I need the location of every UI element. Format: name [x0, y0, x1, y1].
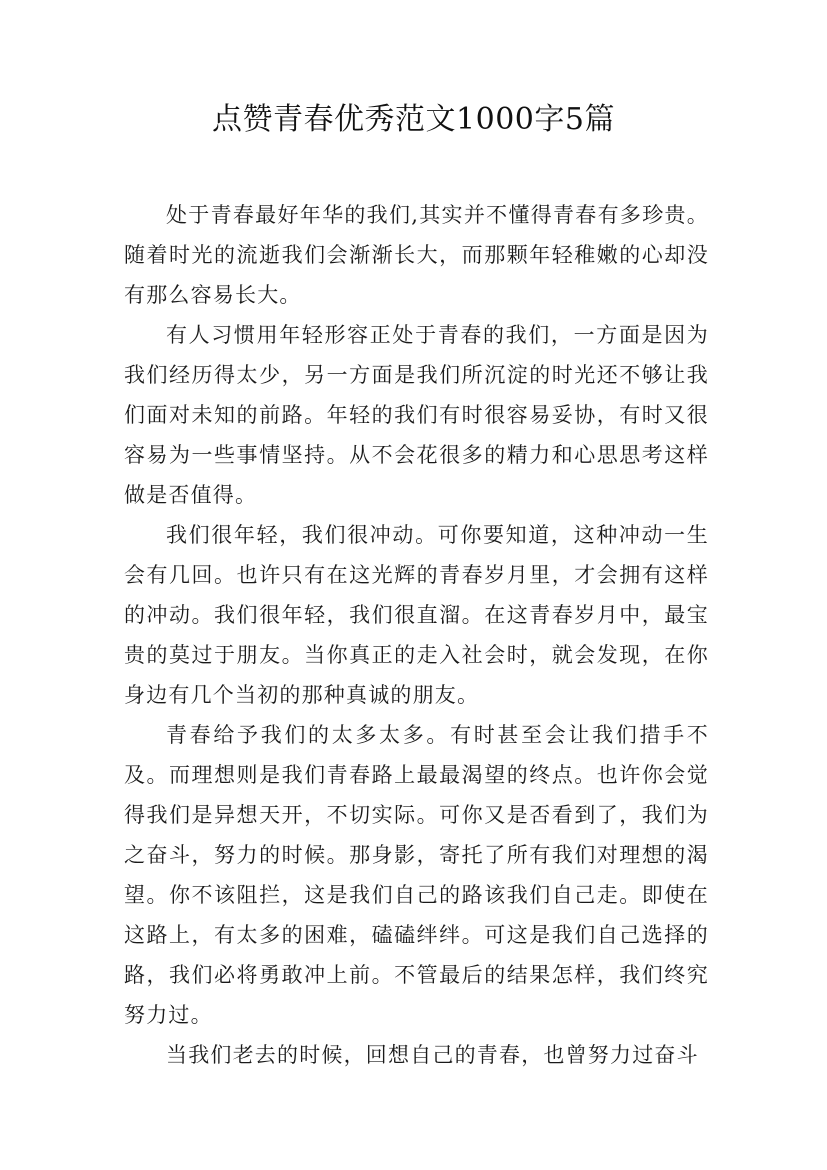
- paragraph-5: 当我们老去的时候，回想自己的青春，也曾努力过奋斗: [166, 1043, 699, 1067]
- paragraph-4: 青春给予我们的太多太多。有时甚至会让我们措手不及。而理想则是我们青春路上最最渴望的终点。也许你会觉得我们是异想天开，不切实际。可你又是否看到了，我们为之奋斗，努力的时候。那身影，寄托了所有我们对理想的渴望。你不该阻拦，这是我们自己的路该我们自己走。即使在这路上，有太多的困难，磕磕绊绊。可这是我们自己选择的路，我们必将勇敢冲上前。不管最后的结果怎样，我们终究努力过。: [124, 723, 709, 1027]
- paragraph-1: 处于青春最好年华的我们,其实并不懂得青春有多珍贵。随着时光的流逝我们会渐渐长大，而那颗年轻稚嫩的心却没有那么容易长大。: [124, 203, 709, 307]
- document-title: 点赞青春优秀范文1000字5篇: [212, 102, 615, 137]
- paragraph-3: 我们很年轻，我们很冲动。可你要知道，这种冲动一生会有几回。也许只有在这光辉的青春岁月里，才会拥有这样的冲动。我们很年轻，我们很直溜。在这青春岁月中，最宝贵的莫过于朋友。当你真正的走入社会时，就会发现，在你身边有几个当初的那种真诚的朋友。: [124, 523, 709, 707]
- document-body: [124, 195, 709, 1075]
- paragraph-2: 有人习惯用年轻形容正处于青春的我们，一方面是因为我们经历得太少，另一方面是我们所沉淀的时光还不够让我们面对未知的前路。年轻的我们有时很容易妥协，有时又很容易为一些事情坚持。从不会花很多的精力和心思思考这样做是否值得。: [124, 323, 709, 507]
